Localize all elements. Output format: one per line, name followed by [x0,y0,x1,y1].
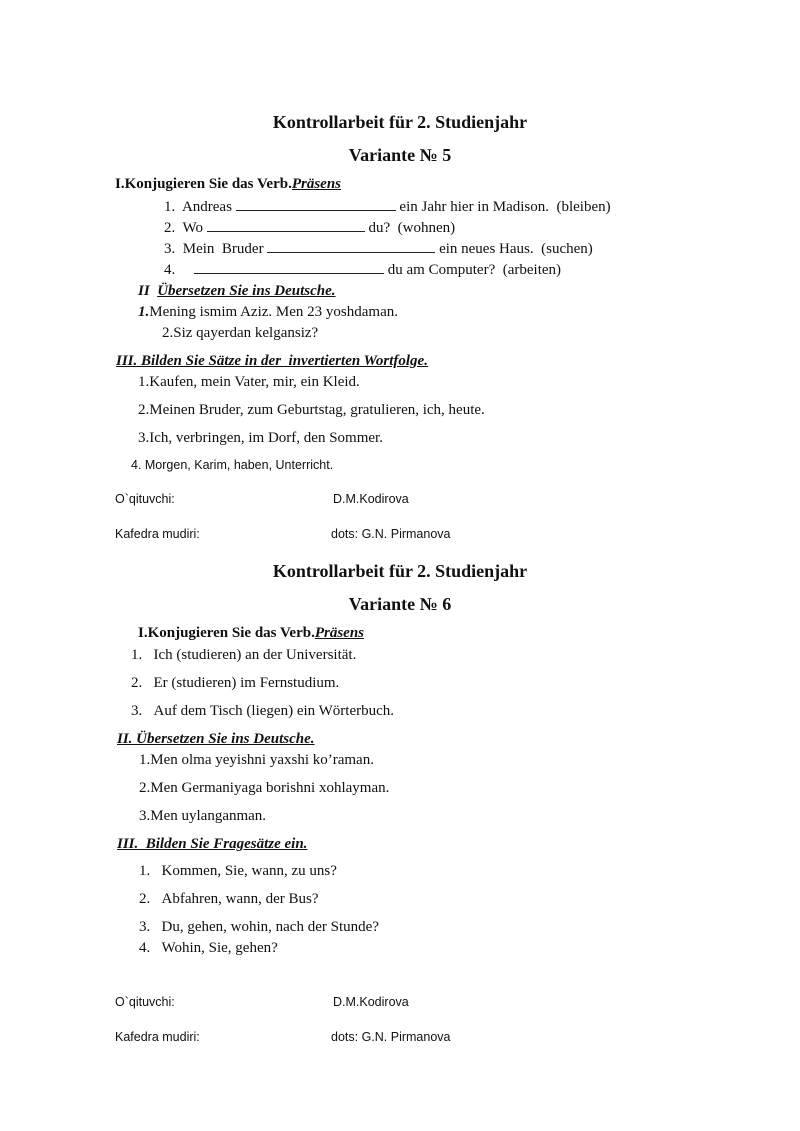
v5-answer-blank [194,261,384,274]
v5-section-2-number: II [138,283,150,299]
v6-item-number: 1. [131,647,143,663]
v5-teacher-label: O`qituvchi: [115,492,175,506]
v5-exercise-1-item [164,240,593,258]
v6-head-name: dots: G.N. Pirmanova [331,1030,451,1044]
v6-exercise-3-item [139,919,379,936]
v5-item-number: 1. [164,199,176,215]
v5-item-rest: ein neues Haus. (suchen) [439,241,593,257]
v5-exercise-1-item [164,219,455,237]
v5-section-2-label: Übersetzen Sie ins Deutsche. [157,283,336,299]
v5-item-number: 2. [164,220,176,236]
v6-section-1-tense: Präsens [314,625,365,641]
v6-item-number: 1. [139,863,151,879]
v6-item-text: Er (studieren) im Fernstudium. [153,675,340,691]
v5-variant-heading: Variante № 5 [348,145,452,165]
v5-exercise-3-item: 2.Meinen Bruder, zum Geburtstag, gratulieren, ich, heute. [138,402,485,418]
v6-exercise-1-item [131,675,339,692]
v6-item-number: 4. [139,940,151,956]
v6-exercise-3-item [139,940,278,957]
v6-exercise-1-item [131,703,394,720]
v5-item-subject: Wo [182,220,203,236]
v6-item-number: 3. [131,703,143,719]
v5-answer-blank [207,219,365,232]
v5-exercise-2-item [138,304,398,321]
v5-head-name: dots: G.N. Pirmanova [331,527,451,541]
v5-exercise-3-item: 3.Ich, verbringen, im Dorf, den Sommer. [138,430,383,446]
v5-teacher-name: D.M.Kodirova [333,492,409,506]
v5-exercise-1-item [164,198,611,216]
v5-section-1-label: I.Konjugieren Sie das Verb. [115,176,292,192]
v5-item-number: 3. [164,241,176,257]
v5-item-text: Mening ismim Aziz. Men 23 yoshdaman. [149,304,398,320]
v6-head-label: Kafedra mudiri: [115,1030,200,1044]
v6-exercise-3-item [139,891,319,908]
v6-item-number: 2. [131,675,143,691]
v5-item-subject: Mein Bruder [182,241,264,257]
v6-teacher-label: O`qituvchi: [115,995,175,1009]
v6-exercise-2-item: 2.Men Germaniyaga borishni xohlayman. [139,780,390,796]
v6-exercise-1-item [131,647,356,664]
v6-exercise-3-item [139,863,337,880]
v5-item-subject: Andreas [181,199,232,215]
v5-answer-blank [236,198,396,211]
v6-section-3-heading: III. Bilden Sie Fragesätze ein. [117,836,308,852]
v5-section-3-heading: III. Bilden Sie Sätze in der invertierten Wortfolge. [116,353,428,369]
v5-exercise-3-item: 1.Kaufen, mein Vater, mir, ein Kleid. [138,374,360,390]
v5-item-rest: ein Jahr hier in Madison. (bleiben) [399,199,611,215]
v5-item-number: 1. [138,304,150,320]
v6-item-text: Auf dem Tisch (liegen) ein Wörterbuch. [153,703,395,719]
v6-item-text: Abfahren, wann, der Bus? [161,891,319,907]
v5-answer-blank [267,240,435,253]
v6-section-1-label: I.Konjugieren Sie das Verb. [138,625,315,641]
v5-exercise-3-item: 4. Morgen, Karim, haben, Unterricht. [131,458,334,472]
v6-variant-heading: Variante № 6 [348,594,452,614]
v6-section-2-heading: II. Übersetzen Sie ins Deutsche. [117,731,315,747]
v6-item-text: Kommen, Sie, wann, zu uns? [161,863,337,879]
v5-title: Kontrollarbeit für 2. Studienjahr [272,112,528,132]
v6-item-text: Wohin, Sie, gehen? [161,940,278,956]
v6-item-number: 3. [139,919,151,935]
v5-item-number: 4. [164,262,176,278]
v5-section-2-heading [138,283,336,300]
v5-head-label: Kafedra mudiri: [115,527,200,541]
v5-item-rest: du am Computer? (arbeiten) [387,262,562,278]
v6-section-1-heading [138,625,364,642]
v5-section-1-heading [115,176,341,193]
v6-title: Kontrollarbeit für 2. Studienjahr [272,561,528,581]
v6-exercise-2-item: 3.Men uylanganman. [139,808,267,824]
v5-item-rest: du? (wohnen) [368,220,456,236]
v6-item-text: Du, gehen, wohin, nach der Stunde? [161,919,379,935]
v5-exercise-1-item [164,261,561,279]
v5-exercise-2-item: 2.Siz qayerdan kelgansiz? [162,325,319,341]
v6-teacher-name: D.M.Kodirova [333,995,409,1009]
v6-item-number: 2. [139,891,151,907]
v5-section-1-tense: Präsens [291,176,342,192]
v6-exercise-2-item: 1.Men olma yeyishni yaxshi ko’raman. [139,752,374,768]
v6-item-text: Ich (studieren) an der Universität. [153,647,357,663]
